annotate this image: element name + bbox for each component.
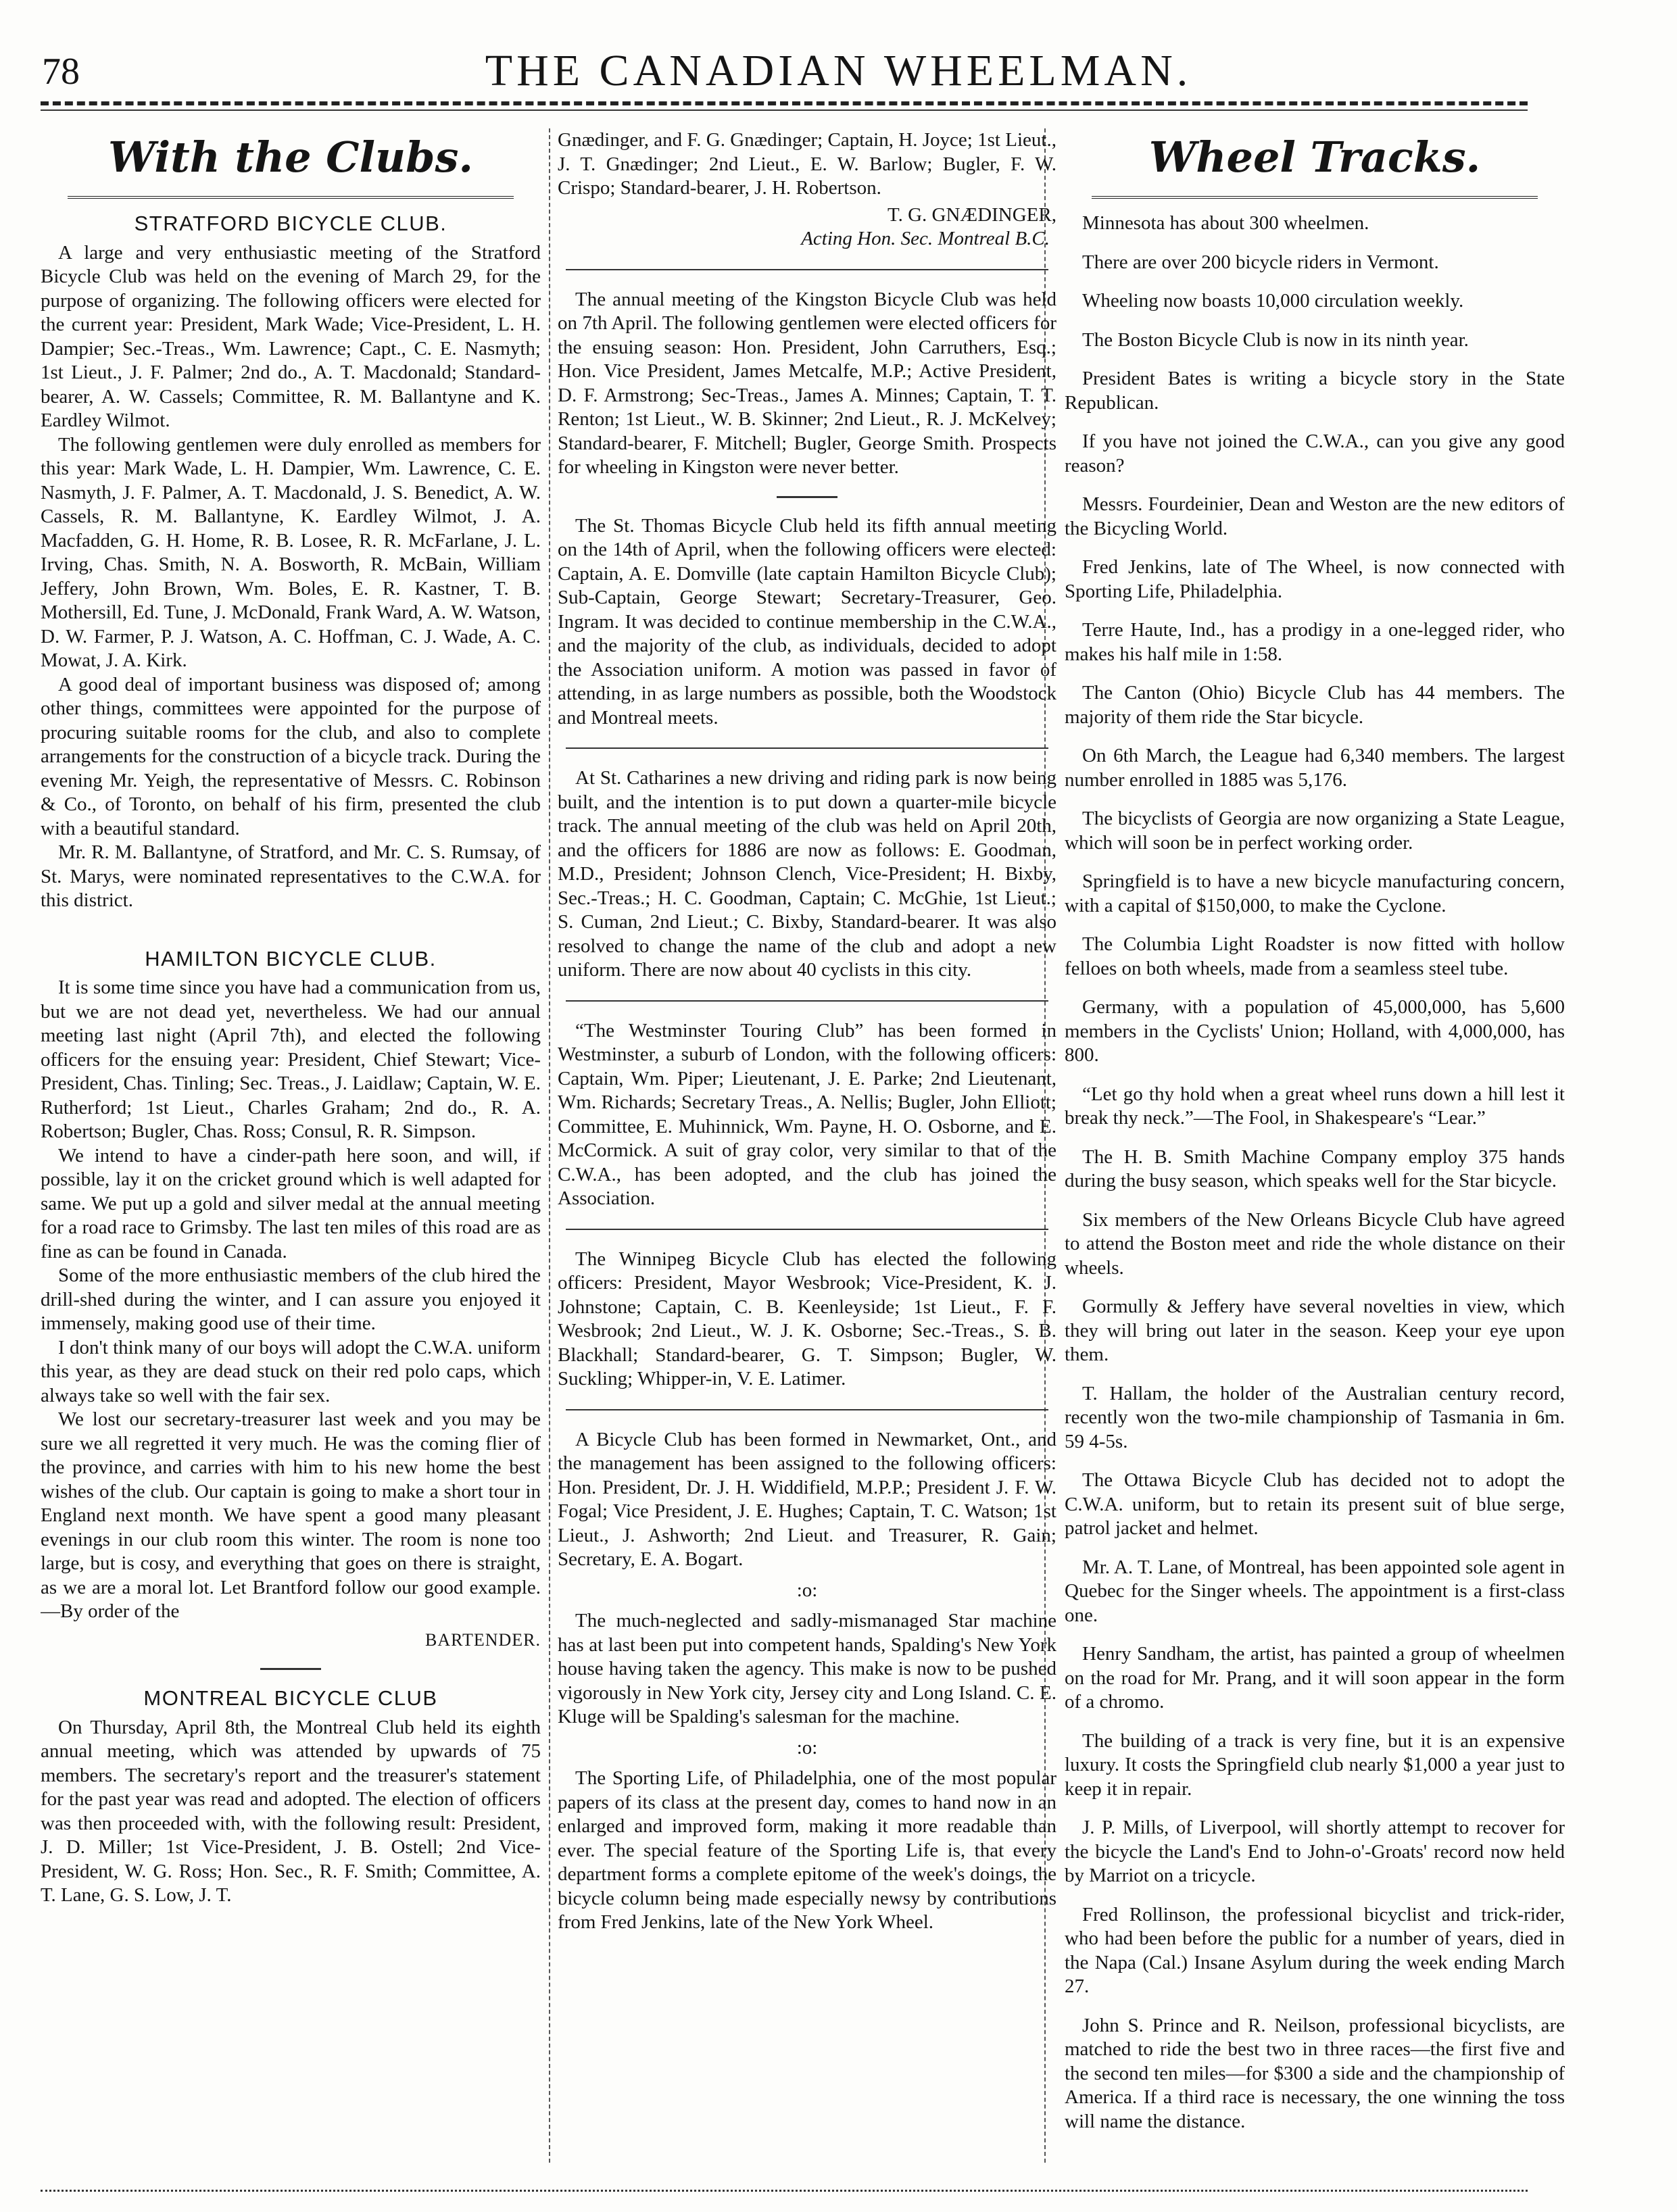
divider: [566, 1229, 1048, 1230]
montreal-paragraph-1: On Thursday, April 8th, the Montreal Club held its eighth annual meeting, which was attended by upwards of 75 members. The secretary's report and the treasurer's statement for the past year was read and adopted. The election of officers was then proceeded with, with the following result: President, J. D. Miller; 1st Vice-President, J. B. Ostell; 2nd Vice-President, W. G. Ross; Hon. Sec., R. F. Smith; Committee, A. T. Lane, G. S. Low, J. T.: [41, 1716, 541, 1906]
wheel-track-item: There are over 200 bicycle riders in Vermont.: [1082, 251, 1439, 273]
right-column: [1065, 128, 1565, 2156]
bottom-rule: [41, 2190, 1528, 2192]
stratford-paragraph-3: A good deal of important business was disposed of; among other things, committees were appointed for the purpose of procuring suitable rooms for the club, and also to complete arrangements for the construction of a bicycle track. During the evening Mr. Yeigh, the representative of Messrs. C. Robinson & Co., of Toronto, on behalf of his firm, presented the club with a beautiful standard.: [41, 673, 541, 839]
newmarket-paragraph: A Bicycle Club has been formed in Newmarket, Ont., and the management has been assigned to the following officers: Hon. President, Dr. J. H. Widdifield, M.P.P.; President J. F. W. Fogal; Vice President, J. E. Hughes; Captain, T. C. Watson; 1st Lieut., J. Ashworth; 2nd Lieut. and Treasurer, R. Gain; Secretary, E. A. Bogart.: [558, 1428, 1056, 1570]
middle-column: [558, 128, 1056, 2156]
st-thomas-paragraph: The St. Thomas Bicycle Club held its fifth annual meeting on the 14th of April, when the following officers were elected: Captain, A. E. Domville (late captain Hamilton Bicycle Club); Sub-Captain, George Stewart; Secretary-Treasurer, Geo. Ingram. It was decided to continue membership in the C.W.A., and the majority of the club, as individuals, decided to adopt the Association uniform. A motion was passed in favor of attending, in as large numbers as possible, both the Woodstock and Montreal meets.: [558, 514, 1056, 729]
wheel-track-item: John S. Prince and R. Neilson, professional bicyclists, are matched to ride the best two in three races—the first five and the second ten miles—for $300 a side and the championship of America. If a third race is necessary, the one winning the toss will name the distance.: [1065, 2014, 1565, 2132]
wheel-track-item: Minnesota has about 300 wheelmen.: [1082, 212, 1369, 234]
top-rule-thin: [41, 109, 1528, 111]
wheel-track-item: Terre Haute, Ind., has a prodigy in a one-legged rider, who makes his half mile in 1:58.: [1065, 619, 1565, 665]
montreal-signature-name: T. G. GNÆDINGER,: [888, 203, 1056, 226]
sporting-life-paragraph: The Sporting Life, of Philadelphia, one of the most popular papers of its class at the present day, comes to hand now in an enlarged and improved form, making it more readable than ever. The special feature of the Sporting Life is, that every department forms a complete epitome of the week's doings, the bicycle column being made especially newsy by contributions from Fred Jenkins, late of the New York Wheel.: [558, 1767, 1056, 1933]
wheel-track-item: Mr. A. T. Lane, of Montreal, has been appointed sole agent in Quebec for the Singer wheels. The appointment is a first-class one.: [1065, 1556, 1565, 1626]
wheel-track-item: The building of a track is very fine, but it is an expensive luxury. It costs the Springfield club nearly $1,000 a year just to keep it in repair.: [1065, 1729, 1565, 1800]
page-number: 78: [42, 51, 80, 93]
hamilton-paragraph-3: Some of the more enthusiastic members of the club hired the drill-shed during the winter, and I can assure you enjoyed it immensely, making good use of their time.: [41, 1264, 541, 1334]
hamilton-signature: BARTENDER.: [425, 1629, 541, 1650]
wheel-track-item: Germany, with a population of 45,000,000, has 5,600 members in the Cyclists' Union; Holland, with 4,000,000, has 800.: [1065, 996, 1565, 1066]
wheel-track-item: President Bates is writing a bicycle story in the State Republican.: [1065, 368, 1565, 414]
wheel-track-item: Henry Sandham, the artist, has painted a group of wheelmen on the road for Mr. Prang, and it will soon appear in the form of a chromo.: [1065, 1643, 1565, 1713]
wheel-track-item: Wheeling now boasts 10,000 circulation weekly.: [1082, 290, 1464, 312]
heading-hamilton: HAMILTON BICYCLE CLUB.: [145, 946, 437, 970]
st-catharines-paragraph: At St. Catharines a new driving and riding park is now being built, and the intention is to put down a quarter-mile bicycle track. The annual meeting of the club was held on April 20th, and the officers for 1886 are now as follows: E. Goodman, M.D., President; Johnson Clench, Vice-President; H. Bixby, Sec.-Treas.; H. C. Goodman, Captain; C. McGhie, 1st Lieut.; S. Cuman, 2nd Lieut.; C. Bixby, Standard-bearer. It was also resolved to change the name of the club and adopt a new uniform. There are now about 40 cyclists in this city.: [558, 767, 1056, 981]
star-machine-paragraph: The much-neglected and sadly-mismanaged Star machine has at last been put into competent hands, Spalding's New York house having taken the agency. This make is now to be pushed vigorously in New York city, Jersey city and Long Island. C. E. Kluge will be Spalding's salesman for the machine.: [558, 1610, 1056, 1727]
wheel-track-item: The Ottawa Bicycle Club has decided not to adopt the C.W.A. uniform, but to retain its present suit of blue serge, patrol jacket and helmet.: [1065, 1469, 1565, 1539]
stratford-paragraph-1: A large and very enthusiastic meeting of the Stratford Bicycle Club was held on the evening of March 29, for the purpose of organizing. The following officers were elected for the current year: President, Mark Wade; Vice-President, L. H. Dampier; Sec.-Treas., Wm. Lawrence; Capt., C. E. Nasmyth; 1st Lieut., J. F. Palmer; 2nd do., A. T. Macdonald; Standard-bearer, A. W. Cassels; Committee, R. M. Ballantyne and K. Eardley Wilmot.: [41, 241, 541, 431]
wheel-track-item: J. P. Mills, of Liverpool, will shortly attempt to recover for the bicycle the Land's End to John-o'-Groats' record now held by Marriot on a tricycle.: [1065, 1817, 1565, 1886]
hamilton-paragraph-2: We intend to have a cinder-path here soon, and will, if possible, lay it on the cricket ground which is well adapted for same. We put up a gold and silver medal at the annual meeting for a road race to Grimsby. The last ten miles of this road are as fine as can be found in Canada.: [41, 1144, 541, 1262]
stratford-paragraph-2: The following gentlemen were duly enrolled as members for this year: Mark Wade, L. H. Dampier, Wm. Lawrence, C. E. Nasmyth, J. F. Palmer, A. T. Macdonald, J. S. Benedict, A. W. Cassels, R. M. Ballantyne, K. Eardley Wilmot, J. A. Macfadden, G. H. Home, R. B. Losee, R. R. McFarlane, J. L. Irving, Chas. Smith, N. A. Bosworth, R. McBain, William Jeffery, John Brown, Wm. Boles, E. R. Kastner, T. B. Mothersill, Ed. Tune, J. McDonald, Frank Ward, A. W. Watson, D. W. Farmer, P. J. Watson, A. C. Hoffman, C. J. Wade, A. C. Mowat, J. A. Kirk.: [41, 433, 541, 671]
wheel-track-item: The Columbia Light Roadster is now fitted with hollow felloes on both wheels, made from a seamless steel tube.: [1065, 933, 1565, 979]
wheel-track-item: The Canton (Ohio) Bicycle Club has 44 members. The majority of them ride the Star bicycle.: [1065, 682, 1565, 728]
short-rule: [777, 496, 837, 498]
column-divider-left: [549, 128, 550, 2163]
wheel-track-item: Springfield is to have a new bicycle manufacturing concern, with a capital of $150,000, to make the Cyclone.: [1065, 870, 1565, 916]
top-rule: [41, 101, 1528, 105]
ornament-divider: :o:: [796, 1579, 818, 1601]
wheel-track-item: Six members of the New Orleans Bicycle Club have agreed to attend the Boston meet and ride the whole distance on their wheels.: [1065, 1208, 1565, 1279]
divider: [566, 269, 1048, 270]
divider: [566, 747, 1048, 749]
heading-stratford: STRATFORD BICYCLE CLUB.: [134, 212, 447, 235]
section-title-wheel-tracks: Wheel Tracks.: [1148, 132, 1481, 182]
wheel-track-item: Fred Jenkins, late of The Wheel, is now connected with Sporting Life, Philadelphia.: [1065, 556, 1565, 602]
kingston-paragraph: The annual meeting of the Kingston Bicycle Club was held on 7th April. The following gentlemen were elected officers for the ensuing season: Hon. President, John Carruthers, Esq.; Hon. Vice President, James Metcalfe, M.P.; Active President, D. F. Armstrong; Sec-Treas., James A. Minnes; Captain, T. T. Renton; 1st Lieut., W. B. Skinner; 2nd Lieut., R. J. McKelvey; Standard-bearer, F. Mitchell; Bugler, George Smith. Prospects for wheeling in Kingston were never better.: [558, 288, 1056, 478]
wheel-tracks-list: [1065, 212, 1565, 2134]
hamilton-paragraph-4: I don't think many of our boys will adopt the C.W.A. uniform this year, as they are dead stuck on their red polo caps, which always take so well with the fair sex.: [41, 1336, 541, 1406]
wheel-track-item: T. Hallam, the holder of the Australian century record, recently won the two-mile championship of Tasmania in 6m. 59 4-5s.: [1065, 1382, 1565, 1452]
left-column: [41, 128, 541, 2156]
wheel-track-item: The H. B. Smith Machine Company employ 375 hands during the busy season, which speaks well for the Star bicycle.: [1065, 1146, 1565, 1191]
divider: [566, 1409, 1048, 1410]
stratford-paragraph-4: Mr. R. M. Ballantyne, of Stratford, and Mr. C. S. Rumsay, of St. Marys, were nominated representatives to the C.W.A. for this district.: [41, 841, 541, 911]
hamilton-paragraph-5: We lost our secretary-treasurer last week and you may be sure we all regretted it very much. He was the coming flier of the province, and carries with him to his new home the best wishes of the club. Our captain is going to make a short tour in England next month. We have spent a good many pleasant evenings in our club room this winter. The room is none too large, but is cosy, and everything that goes on there is straight, as we are a moral lot. Let Brantford follow our good example.—By order of the: [41, 1408, 541, 1622]
westminster-paragraph: “The Westminster Touring Club” has been formed in Westminster, a suburb of London, with the following officers: Captain, Wm. Piper; Lieutenant, J. E. Parke; 2nd Lieutenant, Wm. Richards; Secretary Treas., A. Nellis; Bugler, John Elliott; Committee, E. Muhinnick, Wm. Payne, H. O. Osborne, and E. McCormick. A suit of gray color, very similar to that of the C.W.A., has been adopted, and the club has joined the Association.: [558, 1019, 1056, 1209]
wheel-track-item: “Let go thy hold when a great wheel runs down a hill lest it break thy neck.”—The Fool, in Shakespeare's “Lear.”: [1065, 1083, 1565, 1129]
masthead-title: THE CANADIAN WHEELMAN.: [485, 46, 1192, 95]
wheel-track-item: Fred Rollinson, the professional bicyclist and trick-rider, who had been before the public for a number of years, died in the Napa (Cal.) Insane Asylum during the week ending March 27.: [1065, 1903, 1565, 1997]
heading-montreal: MONTREAL BICYCLE CLUB: [143, 1686, 438, 1710]
wheel-track-item: The Boston Bicycle Club is now in its ninth year.: [1082, 328, 1469, 351]
section-title-clubs: With the Clubs.: [108, 132, 473, 182]
wheel-track-item: Gormully & Jeffery have several novelties in view, which they will bring out later in the season. Keep your eye upon them.: [1065, 1296, 1565, 1365]
short-rule: [260, 1668, 321, 1670]
hamilton-paragraph-1: It is some time since you have had a communication from us, but we are not dead yet, nevertheless. We had our annual meeting last night (April 7th), and elected the following officers for the ensuing year: President, Chief Stewart; Vice-President, Chas. Tinling; Sec. Treas., J. Laidlaw; Captain, W. E. Rutherford; 1st Lieut., Charles Graham; 2nd do., R. A. Robertson; Bugler, Chas. Ross; Consul, R. R. Simpson.: [41, 977, 541, 1142]
divider: [566, 1000, 1048, 1002]
montreal-signature-title: Acting Hon. Sec. Montreal B.C.: [801, 228, 1050, 249]
wheel-track-item: On 6th March, the League had 6,340 members. The largest number enrolled in 1885 was 5,176.: [1065, 745, 1565, 791]
montreal-continued: Gnædinger, and F. G. Gnædinger; Captain, H. Joyce; 1st Lieut., J. T. Gnædinger; 2nd Lieut., E. W. Barlow; Bugler, F. W. Crispo; Standard-bearer, J. H. Robertson.: [558, 129, 1056, 199]
wheel-track-item: The bicyclists of Georgia are now organizing a State League, which will soon be in perfect working order.: [1065, 808, 1565, 854]
wheel-track-item: If you have not joined the C.W.A., can you give any good reason?: [1065, 431, 1565, 476]
section-rule: [68, 196, 514, 201]
winnipeg-paragraph: The Winnipeg Bicycle Club has elected the following officers: President, Mayor Wesbrook; Vice-President, K. J. Johnstone; Captain, C. B. Keenleyside; 1st Lieut., F. F. Wesbrook; 2nd Lieut., W. J. K. Osborne; Sec.-Treas., S. B. Blackhall; Standard-bearer, G. T. Simpson; Bugler, W. Suckling; Whipper-in, V. E. Latimer.: [558, 1248, 1056, 1390]
section-rule: [1092, 196, 1538, 201]
wheel-track-item: Messrs. Fourdeinier, Dean and Weston are the new editors of the Bicycling World.: [1065, 493, 1565, 539]
ornament-divider: :o:: [796, 1736, 818, 1759]
